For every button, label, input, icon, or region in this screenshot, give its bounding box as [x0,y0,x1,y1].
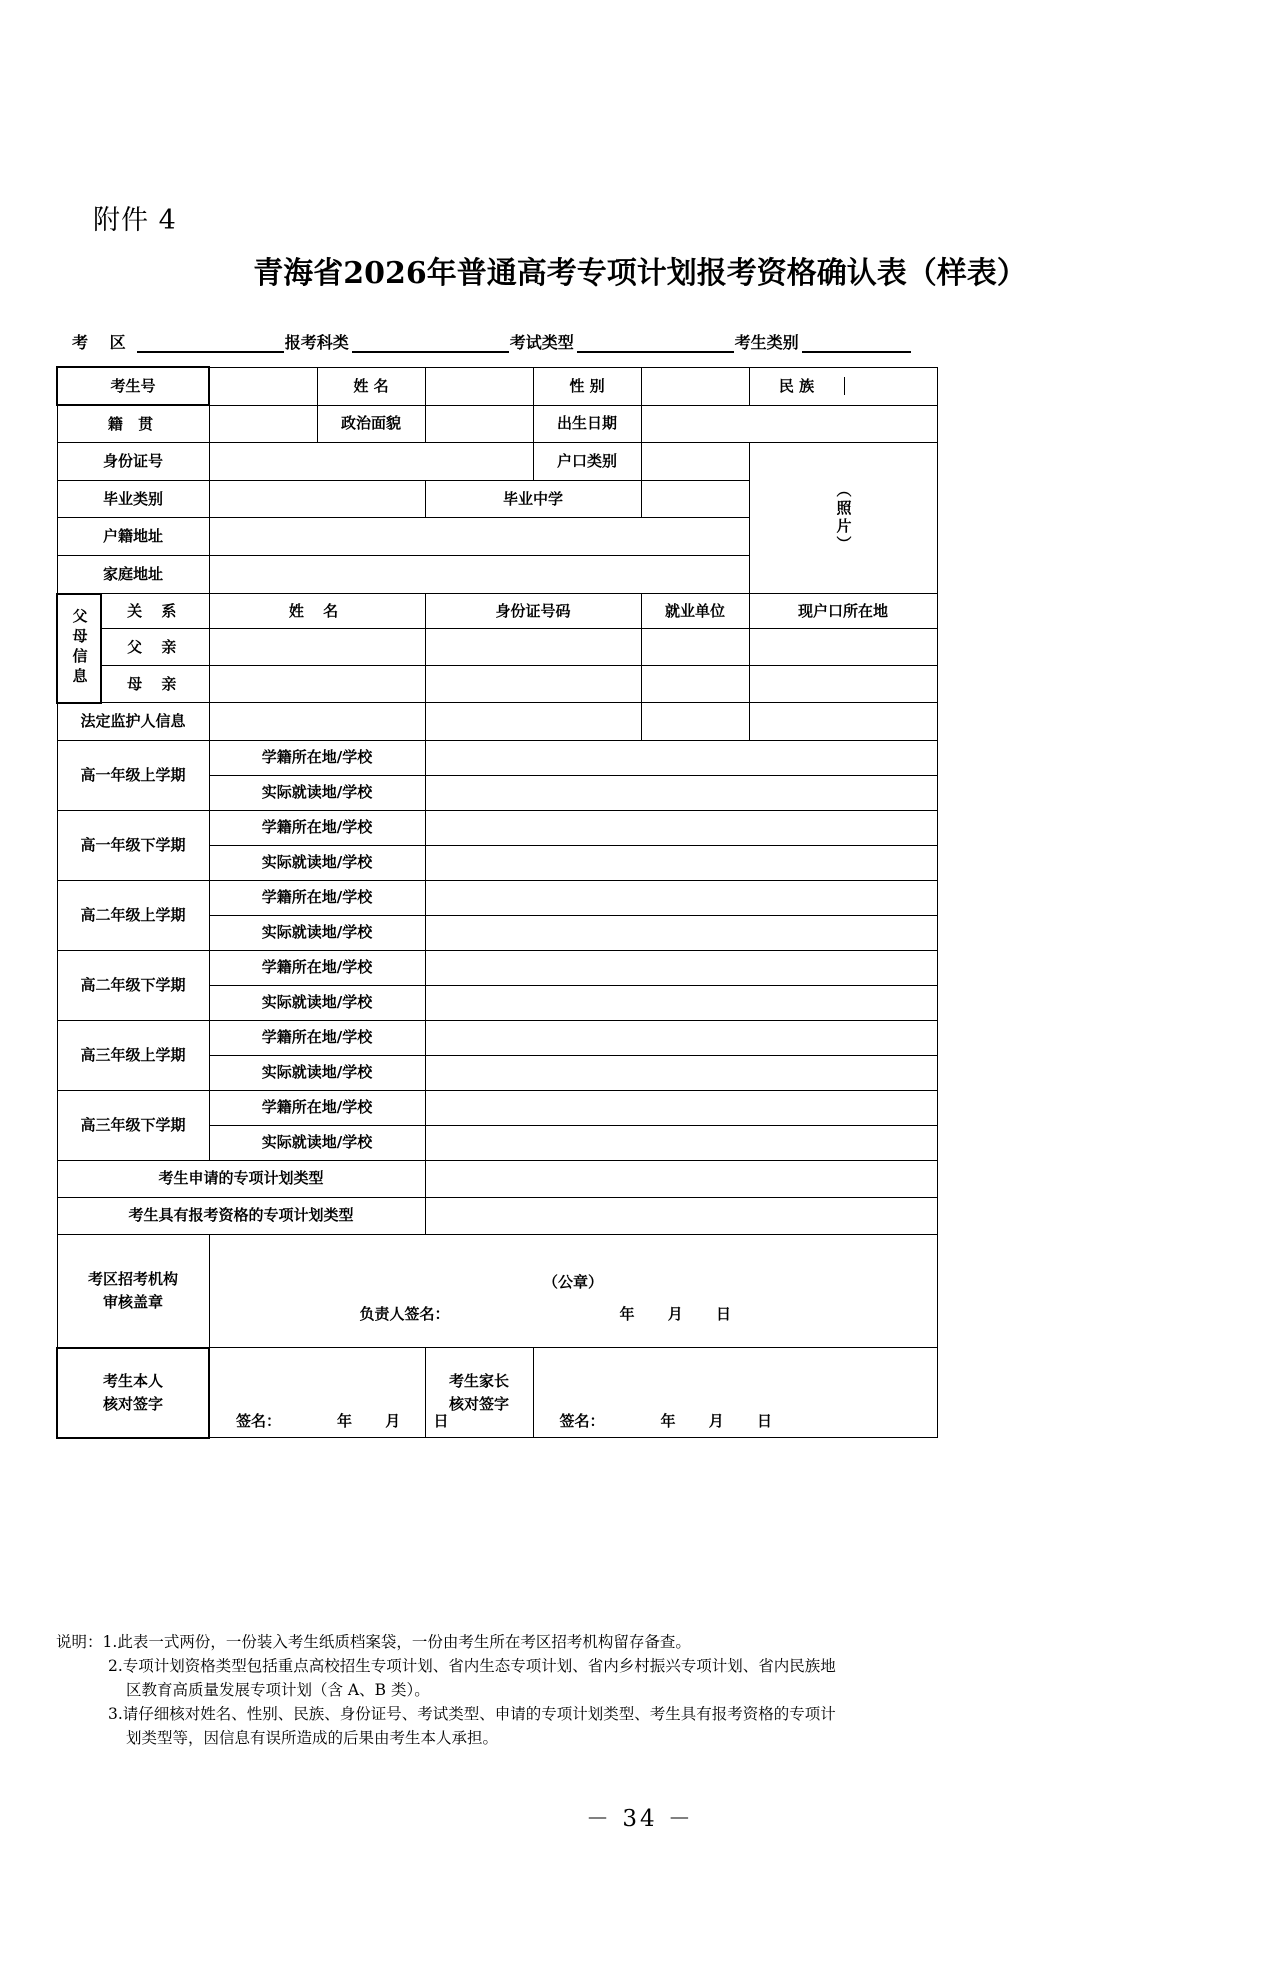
review-seal-label-line1: 考区招考机构 [88,1270,179,1288]
grade-actual-label: 实际就读地/学校 [209,985,425,1020]
native-place-value[interactable] [209,405,317,443]
review-seal-label [57,1234,209,1348]
grade-registered-value[interactable] [425,950,937,985]
parents-header-id-number: 身份证号码 [425,594,641,629]
table-row [57,629,937,666]
candidate-sign-area[interactable] [209,1348,463,1438]
exam-district-label: 考 区 [72,333,134,352]
candidate-sign-label-line2: 核对签字 [103,1394,164,1413]
seal-block [210,1235,937,1348]
exam-type-input[interactable] [577,334,734,353]
grade-actual-label: 实际就读地/学校 [209,845,425,880]
grade-term-label: 高一年级上学期 [57,740,209,810]
subject-category-input[interactable] [352,334,509,353]
grade-registered-value[interactable] [425,880,937,915]
household-type-value[interactable] [641,443,749,481]
id-number-value[interactable] [209,443,533,481]
candidate-sign-label-line1: 考生本人 [103,1372,164,1390]
parents-header-current-residence: 现户口所在地 [749,594,937,629]
graduation-category-value[interactable] [209,480,425,518]
grade-actual-label: 实际就读地/学校 [209,1055,425,1090]
page-number: － 34 － [586,1806,694,1832]
guardian-id-number-value[interactable] [425,703,641,741]
parent-signature-label[interactable]: 签名： [559,1412,605,1431]
ethnicity-group [749,367,937,405]
grade-registered-value[interactable] [425,1090,937,1125]
page-title: 青海省2026年普通高考专项计划报考资格确认表（样表） [253,256,1027,291]
gender-label: 性 别 [533,367,641,405]
home-address-label: 家庭地址 [57,555,209,593]
parents-section-label: 父母信息 [57,594,101,703]
exam-type-label: 考试类型 [509,333,574,352]
note-3-number: 3. [108,1705,123,1724]
household-address-value[interactable] [209,518,749,556]
parents-header-employer: 就业单位 [641,594,749,629]
photo-label: （照片） [834,482,853,554]
father-relation-label: 父 亲 [101,629,209,666]
father-current-residence-value[interactable] [749,629,937,666]
grade-registered-value[interactable] [425,1020,937,1055]
political-status-value[interactable] [425,405,533,443]
table-row [57,1160,937,1197]
grade-term-label: 高二年级上学期 [57,880,209,950]
household-address-label: 户籍地址 [57,518,209,556]
table-row [57,950,937,985]
mother-id-number-value[interactable] [425,666,641,703]
native-place-label: 籍 贯 [57,405,209,443]
candidate-no-label: 考生号 [57,367,209,405]
grade-registered-label: 学籍所在地/学校 [209,810,425,845]
candidate-category-input[interactable] [802,334,911,353]
photo-placeholder-cell[interactable] [749,443,937,594]
grade-registered-label: 学籍所在地/学校 [209,740,425,775]
grade-actual-label: 实际就读地/学校 [209,1125,425,1160]
graduation-category-label: 毕业类别 [57,480,209,518]
applied-plan-value[interactable] [425,1160,937,1197]
table-row [57,1020,937,1055]
note-item-2 [56,1654,946,1678]
applied-plan-label: 考生申请的专项计划类型 [57,1160,425,1197]
official-seal-text: （公章） [543,1272,604,1291]
grade-registered-value[interactable] [425,810,937,845]
father-id-number-value[interactable] [425,629,641,666]
guardian-current-residence-value[interactable] [749,703,937,741]
mother-employer-value[interactable] [641,666,749,703]
parent-sign-label-line2: 核对签字 [449,1394,510,1413]
table-row [57,666,937,703]
attachment-label: 附件 4 [93,205,177,236]
gender-value[interactable] [641,367,749,405]
grade-registered-value[interactable] [425,740,937,775]
ethnicity-value[interactable] [844,377,937,396]
graduation-school-label: 毕业中学 [425,480,641,518]
table-row [57,594,937,629]
grade-registered-label: 学籍所在地/学校 [209,1090,425,1125]
candidate-sign-inner [210,1348,463,1437]
note-2-text-line1: 专项计划资格类型包括重点高校招生专项计划、省内生态专项计划、省内乡村振兴专项计划、省内民族地 [122,1657,836,1676]
review-signature-line [210,1291,937,1330]
review-seal-area[interactable] [209,1234,937,1348]
guardian-employer-value[interactable] [641,703,749,741]
parents-header-relation: 关 系 [101,594,209,629]
home-address-value[interactable] [209,555,749,593]
note-1-text: 此表一式两份，一份装入考生纸质档案袋，一份由考生所在考区招考机构留存备查。 [117,1633,691,1651]
mother-name-value[interactable] [209,666,425,703]
review-seal-label-line2: 审核盖章 [103,1292,164,1311]
grade-term-label: 高三年级上学期 [57,1020,209,1090]
name-value[interactable] [425,367,533,405]
note-item-3 [56,1702,946,1726]
table-row [57,1090,937,1125]
notes-section [56,1630,946,1750]
candidate-no-value[interactable] [209,367,317,405]
subject-category-label: 报考科类 [284,333,349,352]
table-row [57,1197,937,1234]
name-label: 姓 名 [317,367,425,405]
grade-registered-label: 学籍所在地/学校 [209,1020,425,1055]
grade-registered-label: 学籍所在地/学校 [209,880,425,915]
grade-actual-value[interactable] [425,1125,937,1160]
table-row [57,703,937,741]
political-status-label: 政治面貌 [317,405,425,443]
candidate-sign-date-label[interactable]: 年 月 日 [337,1412,463,1431]
table-row [57,405,937,443]
note-1-number: 1. [102,1633,118,1651]
grade-actual-value[interactable] [425,915,937,950]
table-row [57,1234,937,1348]
grade-term-label: 高一年级下学期 [57,810,209,880]
guardian-name-value[interactable] [209,703,425,741]
father-name-value[interactable] [209,629,425,666]
table-row [57,367,937,405]
parents-header-name: 姓 名 [209,594,425,629]
parent-sign-inner [534,1348,937,1437]
grade-term-label: 高三年级下学期 [57,1090,209,1160]
note-2-text-line2: 区教育高质量发展专项计划（含 A、B 类）。 [126,1681,430,1700]
grade-actual-value[interactable] [425,845,937,880]
ethnicity-label: 民 族 [750,377,845,396]
candidate-sign-label [57,1348,209,1438]
table-row [57,740,937,775]
qualified-plan-value[interactable] [425,1197,937,1234]
parent-sign-label-line1: 考生家长 [449,1372,510,1390]
grade-actual-value[interactable] [425,1055,937,1090]
responsible-person-signature-label[interactable]: 负责人签名： [359,1305,450,1324]
note-item-1 [56,1630,946,1654]
grade-registered-label: 学籍所在地/学校 [209,950,425,985]
note-3-text-line2: 划类型等，因信息有误所造成的后果由考生本人承担。 [126,1729,499,1748]
mother-relation-label: 母 亲 [101,666,209,703]
grade-actual-label: 实际就读地/学校 [209,775,425,810]
parent-sign-date-label[interactable]: 年 月 日 [660,1412,786,1431]
id-number-label: 身份证号 [57,443,209,481]
exam-district-input[interactable] [137,334,284,353]
birth-date-label: 出生日期 [533,405,641,443]
note-3-text-line1: 请仔细核对姓名、性别、民族、身份证号、考试类型、申请的专项计划类型、考生具有报考资格的专项计 [122,1705,836,1724]
mother-current-residence-value[interactable] [749,666,937,703]
grade-actual-label: 实际就读地/学校 [209,915,425,950]
table-row [57,1348,937,1438]
parent-sign-area[interactable] [533,1348,937,1438]
review-date-label[interactable]: 年 月 日 [619,1305,745,1324]
qualified-plan-label: 考生具有报考资格的专项计划类型 [57,1197,425,1234]
grade-actual-value[interactable] [425,775,937,810]
exam-meta-row [72,330,912,353]
table-row [57,880,937,915]
graduation-school-value[interactable] [641,480,749,518]
candidate-signature-label[interactable]: 签名： [236,1412,282,1431]
note-2-number: 2. [108,1657,123,1676]
grade-actual-value[interactable] [425,985,937,1020]
qualification-form-table [56,366,938,1439]
household-type-label: 户口类别 [533,443,641,481]
father-employer-value[interactable] [641,629,749,666]
photo-frame [750,443,937,593]
grade-term-label: 高二年级下学期 [57,950,209,1020]
guardian-label: 法定监护人信息 [57,703,209,741]
notes-title: 说明： [56,1633,103,1651]
birth-date-value[interactable] [641,405,937,443]
table-row [57,810,937,845]
candidate-category-label: 考生类别 [734,333,799,352]
table-row [57,443,937,481]
